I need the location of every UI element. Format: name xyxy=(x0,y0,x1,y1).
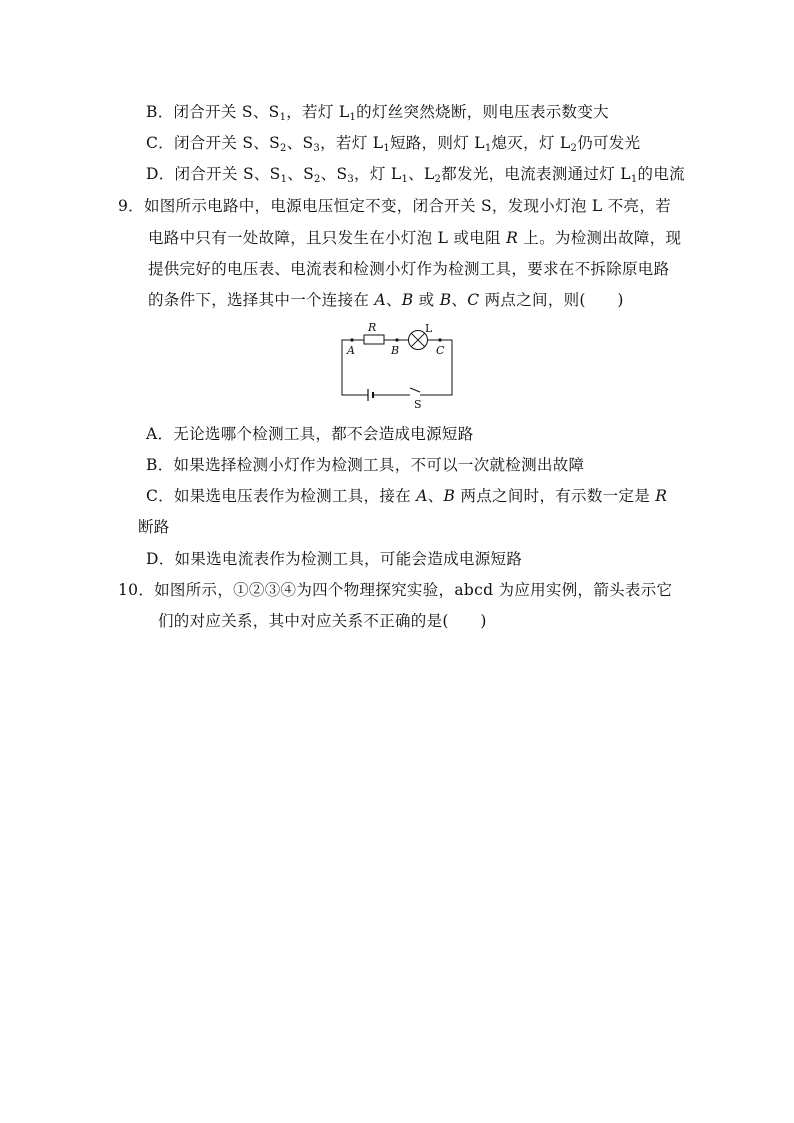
circuit-diagram xyxy=(330,318,470,410)
q10-stem-line1: 10．如图所示，①②③④为四个物理探究实验，abcd 为应用实例，箭头表示它 xyxy=(118,581,673,599)
node-a-dot xyxy=(350,338,353,341)
q8-option-b: B．闭合开关 S、$S_1$，若灯 $L_1$的灯丝突然烧断，则电压表示数变大 xyxy=(146,103,609,123)
q9-stem-line3: 提供完好的电压表、电流表和检测小灯作为检测工具，要求在不拆除原电路 xyxy=(148,260,670,278)
q9-stem-line2: 电路中只有一处故障，且只发生在小灯泡 L 或电阻 R 上。为检测出故障，现 xyxy=(148,229,682,247)
q8-option-c: C．闭合开关 S、$S_2$、$S_3$，若灯 $L_1$短路，则灯 $L_1$熄灭，灯 $L_2$仍可发光 xyxy=(146,134,641,154)
q9-option-a: A．无论选哪个检测工具，都不会造成电源短路 xyxy=(146,425,474,443)
resistor-symbol xyxy=(364,335,384,344)
q9-option-c-line2: 断路 xyxy=(138,518,170,536)
label-r: R xyxy=(368,321,377,334)
label-b: B xyxy=(391,344,400,357)
q9-option-c-line1: C．如果选电压表作为检测工具，接在 A、B 两点之间时，有示数一定是 R xyxy=(146,487,668,505)
node-b-dot xyxy=(395,338,398,341)
circuit-wire-left xyxy=(342,340,368,395)
q8-option-d: D．闭合开关 S、$S_1$、$S_2$、$S_3$，灯 $L_1$、$L_2$都发光，电流表测通过灯 $L_1$的电流 xyxy=(146,165,685,185)
q9-option-b: B．如果选择检测小灯作为检测工具，不可以一次就检测出故障 xyxy=(146,456,585,474)
label-c: C xyxy=(436,344,445,357)
q9-stem-line4: 的条件下，选择其中一个连接在 A、B 或 B、C 两点之间，则( ) xyxy=(148,291,624,309)
label-a: A xyxy=(347,344,355,357)
q9-stem-line1: 9．如图所示电路中，电源电压恒定不变，闭合开关 S，发现小灯泡 L 不亮，若 xyxy=(118,197,671,215)
node-c-dot xyxy=(438,338,441,341)
label-l: L xyxy=(425,322,433,335)
switch-lever xyxy=(410,388,420,392)
label-s: S xyxy=(414,398,422,410)
q9-option-d: D．如果选电流表作为检测工具，可能会造成电源短路 xyxy=(146,550,523,568)
q10-stem-line2: 们的对应关系，其中对应关系不正确的是( ) xyxy=(158,612,487,630)
